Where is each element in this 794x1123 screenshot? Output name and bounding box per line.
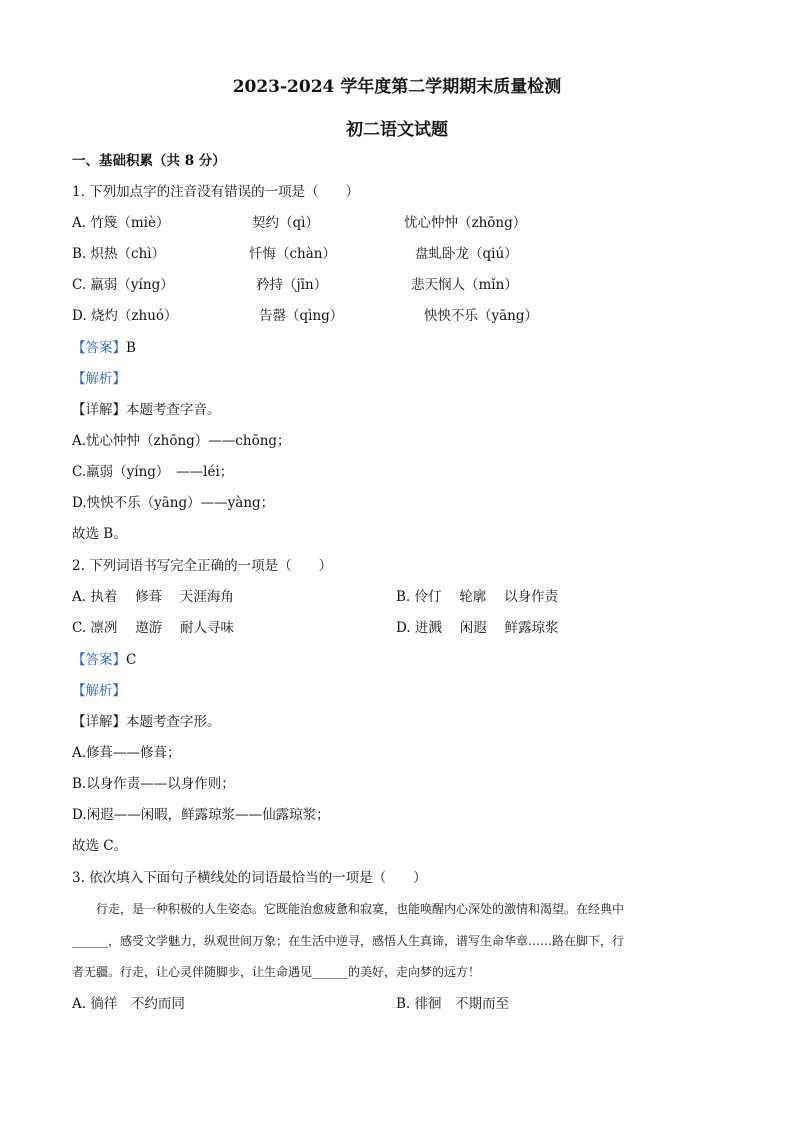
page-title: 2023-2024 学年度第二学期期末质量检测 [232, 77, 562, 97]
q2-stem: 2. 下列词语书写完全正确的一项是（ ） [72, 558, 333, 574]
q2-detail: 【详解】本题考查字形。 [72, 714, 221, 730]
page-subtitle: 初二语文试题 [346, 120, 448, 140]
q1-option-d1: D. 烧灼（zhuó） [72, 308, 178, 324]
q1-option-a3: 忧心忡忡（zhōng） [404, 215, 527, 231]
q1-analysis-label: 【解析】 [72, 371, 126, 387]
q2-answer [72, 651, 136, 669]
q1-stem: 1. 下列加点字的注音没有错误的一项是（ ） [72, 184, 360, 200]
q1-option-b2: 忏悔（chàn） [249, 246, 336, 262]
q1-answer-value: B [126, 340, 136, 356]
answer-label: 【答案】 [72, 340, 126, 356]
q1-option-c3: 悲天悯人（mǐn） [411, 277, 518, 293]
q1-option-a2: 契约（qì） [252, 215, 319, 231]
q2-option-b: B. 伶仃 轮廓 以身作责 [396, 589, 559, 605]
q3-option-a: A. 徜徉 不约而同 [72, 996, 185, 1012]
q1-note-1: A.忧心忡忡（zhōng）——chōng； [72, 433, 291, 449]
q2-note-3: D.闲遐——闲暇，鲜露琼浆——仙露琼浆； [72, 807, 330, 823]
q1-detail: 【详解】本题考查字音。 [72, 402, 221, 418]
q3-option-b: B. 徘徊 不期而至 [396, 996, 510, 1012]
q2-note-4: 故选 C。 [72, 838, 128, 854]
q3-passage-line-1: 行走，是一种积极的人生姿态。它既能治愈疲惫和寂寞，也能唤醒内心深处的激情和渴望。在经典中 [96, 902, 625, 916]
q1-note-3: D.怏怏不乐（yāng）——yàng； [72, 495, 275, 511]
q1-note-4: 故选 B。 [72, 526, 127, 542]
q2-analysis-label: 【解析】 [72, 683, 126, 699]
q3-stem: 3. 依次填入下面句子横线处的词语最恰当的一项是（ ） [72, 870, 427, 886]
q3-passage-line-2: ______，感受文学魅力，纵观世间万象；在生活中逆寻，感悟人生真谛，谱写生命华章……路在脚下，行 [72, 934, 625, 948]
q2-answer-value: C [126, 652, 137, 668]
q2-note-2: B.以身作责——以身作则； [72, 776, 235, 792]
q1-option-b3: 盘虬卧龙（qiú） [415, 246, 518, 262]
q1-option-c1: C. 羸弱（yíng） [72, 277, 174, 293]
q3-passage-line-3: 者无疆。行走，让心灵伴随脚步，让生命遇见______的美好，走向梦的远方！ [72, 965, 481, 979]
answer-label: 【答案】 [72, 652, 126, 668]
q2-option-a: A. 执着 修葺 天涯海角 [72, 589, 234, 605]
q2-option-d: D. 迸溅 闲遐 鲜露琼浆 [396, 620, 559, 636]
q1-option-d2: 告罄（qìng） [259, 308, 344, 324]
q1-note-2: C.羸弱（yíng） ——léi； [72, 464, 234, 480]
q1-option-c2: 矜持（jīn） [256, 277, 328, 293]
q1-option-a1: A. 竹篾（miè） [72, 215, 170, 231]
section-heading: 一、基础积累（共 8 分） [72, 153, 226, 169]
q1-option-b1: B. 炽热（chì） [72, 246, 166, 262]
q2-option-c: C. 凛冽 遨游 耐人寻味 [72, 620, 235, 636]
q1-answer [72, 339, 136, 357]
q2-note-1: A.修葺——修葺； [72, 745, 181, 761]
q1-option-d3: 怏怏不乐（yāng） [424, 308, 539, 324]
